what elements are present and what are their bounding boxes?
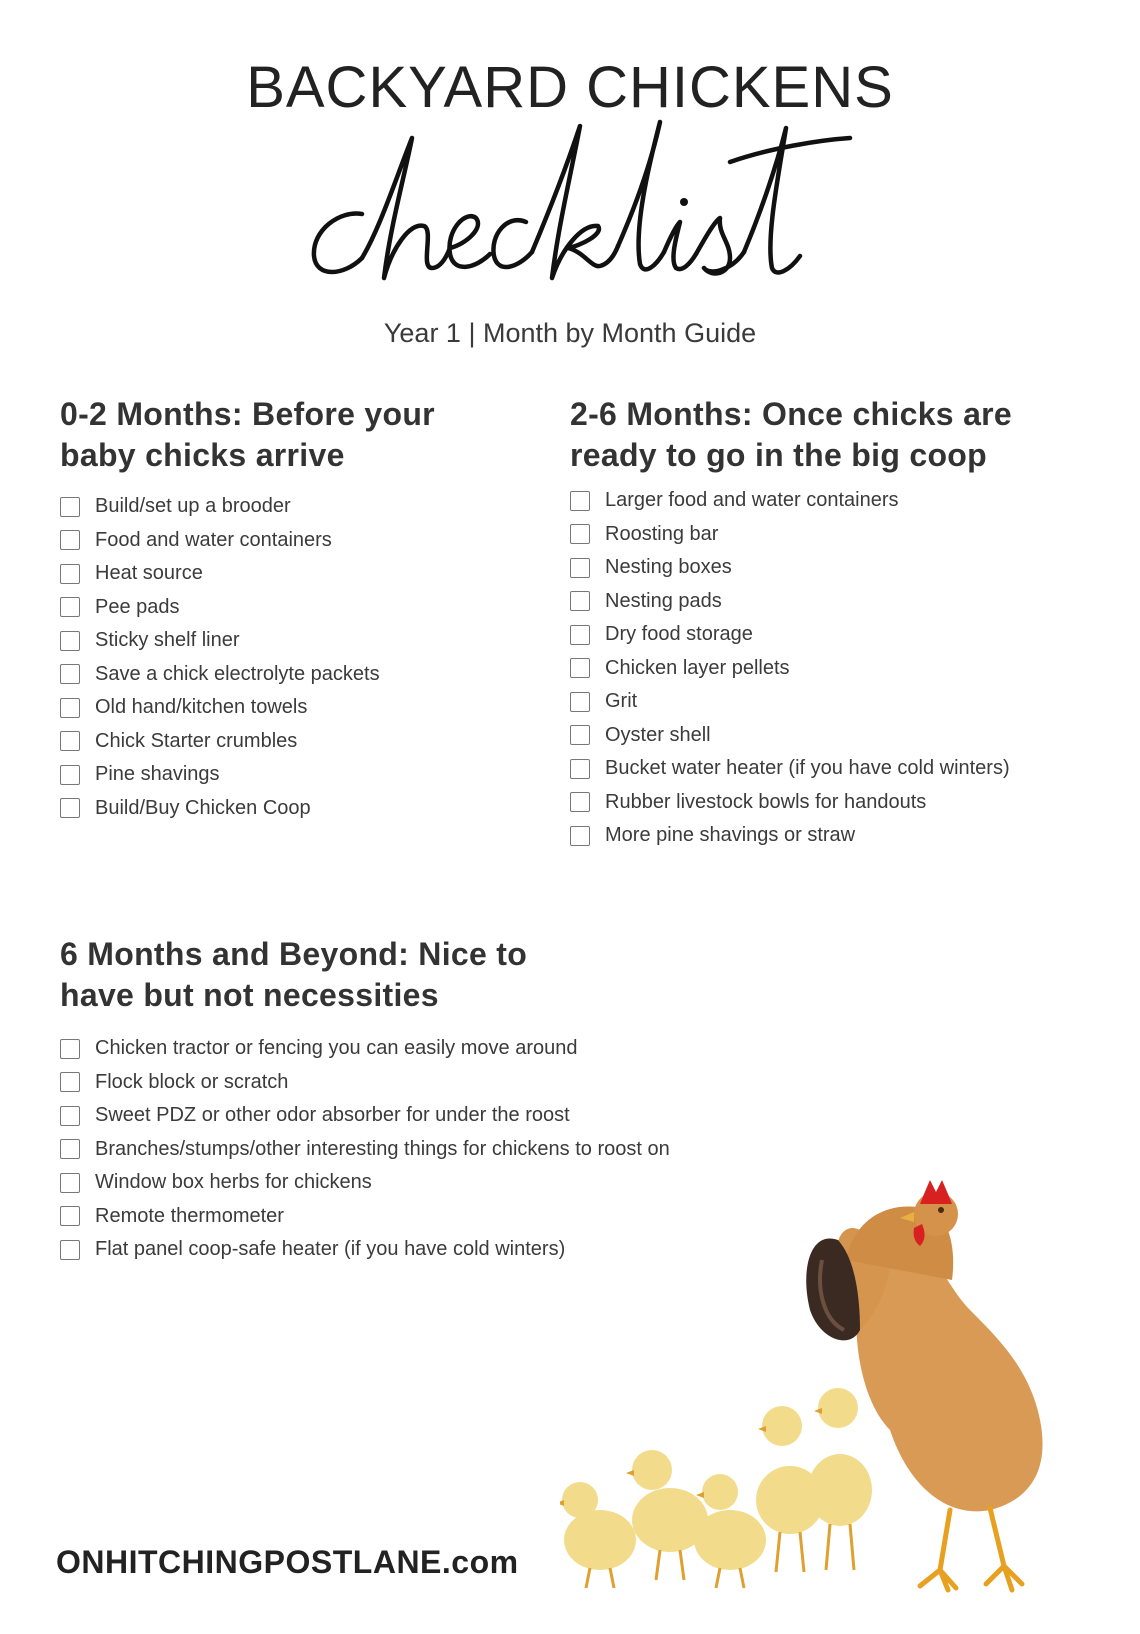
checkbox[interactable] bbox=[60, 597, 80, 617]
checklist-item[interactable] bbox=[60, 557, 530, 591]
checklist bbox=[570, 484, 1110, 853]
checklist-item-label: Sweet PDZ or other odor absorber for under the roost bbox=[95, 1104, 570, 1127]
hen-image bbox=[806, 1180, 1042, 1590]
checklist-item[interactable] bbox=[60, 725, 530, 759]
checklist-item[interactable] bbox=[570, 685, 1110, 719]
checkbox[interactable] bbox=[60, 1139, 80, 1159]
checklist-item[interactable] bbox=[60, 1133, 820, 1167]
checkbox[interactable] bbox=[570, 625, 590, 645]
checklist-item-label: Heat source bbox=[95, 562, 203, 585]
checklist-item[interactable] bbox=[570, 518, 1110, 552]
checkbox[interactable] bbox=[60, 1106, 80, 1126]
checkbox[interactable] bbox=[60, 798, 80, 818]
checklist-item-label: Nesting pads bbox=[605, 589, 722, 612]
checkbox[interactable] bbox=[570, 692, 590, 712]
checklist-item[interactable] bbox=[60, 1099, 820, 1133]
checklist-item-label: Pee pads bbox=[95, 595, 180, 618]
checkbox[interactable] bbox=[60, 530, 80, 550]
checklist-item[interactable] bbox=[60, 691, 530, 725]
checkbox[interactable] bbox=[60, 497, 80, 517]
chicks-image bbox=[562, 1388, 872, 1570]
checklist-item-label: Pine shavings bbox=[95, 763, 220, 786]
checklist-item[interactable] bbox=[570, 752, 1110, 786]
section-heading-line2: baby chicks arrive bbox=[60, 437, 345, 473]
site-url: ONHITCHINGPOSTLANE.com bbox=[56, 1544, 519, 1580]
checkbox[interactable] bbox=[60, 631, 80, 651]
section-heading bbox=[570, 394, 1110, 476]
checklist-item-label: Remote thermometer bbox=[95, 1204, 284, 1227]
checkbox[interactable] bbox=[570, 658, 590, 678]
checkbox[interactable] bbox=[570, 558, 590, 578]
checklist-item-label: Window box herbs for chickens bbox=[95, 1171, 372, 1194]
checkbox[interactable] bbox=[570, 725, 590, 745]
checklist-item[interactable] bbox=[60, 1066, 820, 1100]
section-heading bbox=[60, 934, 820, 1016]
checkbox[interactable] bbox=[60, 1039, 80, 1059]
checklist-item[interactable] bbox=[570, 819, 1110, 853]
checkbox[interactable] bbox=[570, 759, 590, 779]
checklist-item-label: Roosting bar bbox=[605, 522, 719, 545]
section-heading-line1: 6 Months and Beyond: Nice to bbox=[60, 936, 528, 972]
checklist-item-label: Flat panel coop-safe heater (if you have cold winters) bbox=[95, 1238, 566, 1261]
checklist-item-label: Food and water containers bbox=[95, 528, 332, 551]
section-0-2-months bbox=[60, 394, 530, 825]
section-2-6-months bbox=[570, 394, 1110, 853]
checklist-item-label: Branches/stumps/other interesting things for chickens to roost on bbox=[95, 1137, 670, 1160]
checklist-item[interactable] bbox=[570, 719, 1110, 753]
checklist-item-label: Rubber livestock bowls for handouts bbox=[605, 790, 927, 813]
checklist-item-label: Grit bbox=[605, 690, 638, 713]
checkbox[interactable] bbox=[60, 698, 80, 718]
checklist-item[interactable] bbox=[60, 1032, 820, 1066]
checkbox[interactable] bbox=[60, 1072, 80, 1092]
checklist-item-label: Oyster shell bbox=[605, 723, 711, 746]
checkbox[interactable] bbox=[60, 765, 80, 785]
checklist-item-label: Larger food and water containers bbox=[605, 489, 899, 512]
page-title: BACKYARD CHICKENS bbox=[246, 55, 894, 120]
checklist-item[interactable] bbox=[60, 524, 530, 558]
checkbox[interactable] bbox=[570, 524, 590, 544]
hen-and-chicks-illustration bbox=[560, 1170, 1120, 1610]
checklist-item[interactable] bbox=[60, 624, 530, 658]
checklist-item-label: Bucket water heater (if you have cold winters) bbox=[605, 757, 1010, 780]
checklist bbox=[60, 490, 530, 825]
checklist-item-label: More pine shavings or straw bbox=[605, 824, 856, 847]
checkbox[interactable] bbox=[570, 792, 590, 812]
section-heading-line1: 0-2 Months: Before your bbox=[60, 396, 435, 432]
checkbox[interactable] bbox=[60, 1206, 80, 1226]
section-heading-line1: 2-6 Months: Once chicks are bbox=[570, 396, 1013, 432]
section-heading-line2: ready to go in the big coop bbox=[570, 437, 987, 473]
checkbox[interactable] bbox=[570, 826, 590, 846]
checkbox[interactable] bbox=[570, 491, 590, 511]
checklist-item[interactable] bbox=[60, 591, 530, 625]
checkbox[interactable] bbox=[60, 731, 80, 751]
checklist-item-label: Dry food storage bbox=[605, 623, 753, 646]
checklist-item-label: Save a chick electrolyte packets bbox=[95, 662, 380, 685]
section-heading bbox=[60, 394, 530, 476]
checkbox[interactable] bbox=[60, 564, 80, 584]
checklist-item-label: Old hand/kitchen towels bbox=[95, 696, 308, 719]
checklist-item-label: Nesting boxes bbox=[605, 556, 732, 579]
checklist-item[interactable] bbox=[570, 618, 1110, 652]
checklist-item-label: Flock block or scratch bbox=[95, 1070, 289, 1093]
checklist-item-label: Sticky shelf liner bbox=[95, 629, 240, 652]
checklist-item[interactable] bbox=[570, 652, 1110, 686]
checklist-item-label: Chick Starter crumbles bbox=[95, 729, 298, 752]
checklist-item-label: Chicken tractor or fencing you can easily move around bbox=[95, 1037, 578, 1060]
checklist-item[interactable] bbox=[570, 585, 1110, 619]
checkbox[interactable] bbox=[60, 1173, 80, 1193]
checklist-item-label: Chicken layer pellets bbox=[605, 656, 790, 679]
checklist-item[interactable] bbox=[570, 551, 1110, 585]
checklist-item[interactable] bbox=[60, 490, 530, 524]
checklist-item[interactable] bbox=[60, 758, 530, 792]
checklist-script-word bbox=[300, 118, 860, 298]
checklist-item-label: Build/Buy Chicken Coop bbox=[95, 796, 311, 819]
checklist-item[interactable] bbox=[60, 658, 530, 692]
checkbox[interactable] bbox=[60, 664, 80, 684]
checklist-item-label: Build/set up a brooder bbox=[95, 495, 291, 518]
checkbox[interactable] bbox=[570, 591, 590, 611]
page-subtitle: Year 1 | Month by Month Guide bbox=[383, 318, 757, 348]
checkbox[interactable] bbox=[60, 1240, 80, 1260]
section-heading-line2: have but not necessities bbox=[60, 977, 439, 1013]
checklist-item[interactable] bbox=[570, 484, 1110, 518]
checklist-item[interactable] bbox=[60, 792, 530, 826]
checklist-item[interactable] bbox=[570, 786, 1110, 820]
